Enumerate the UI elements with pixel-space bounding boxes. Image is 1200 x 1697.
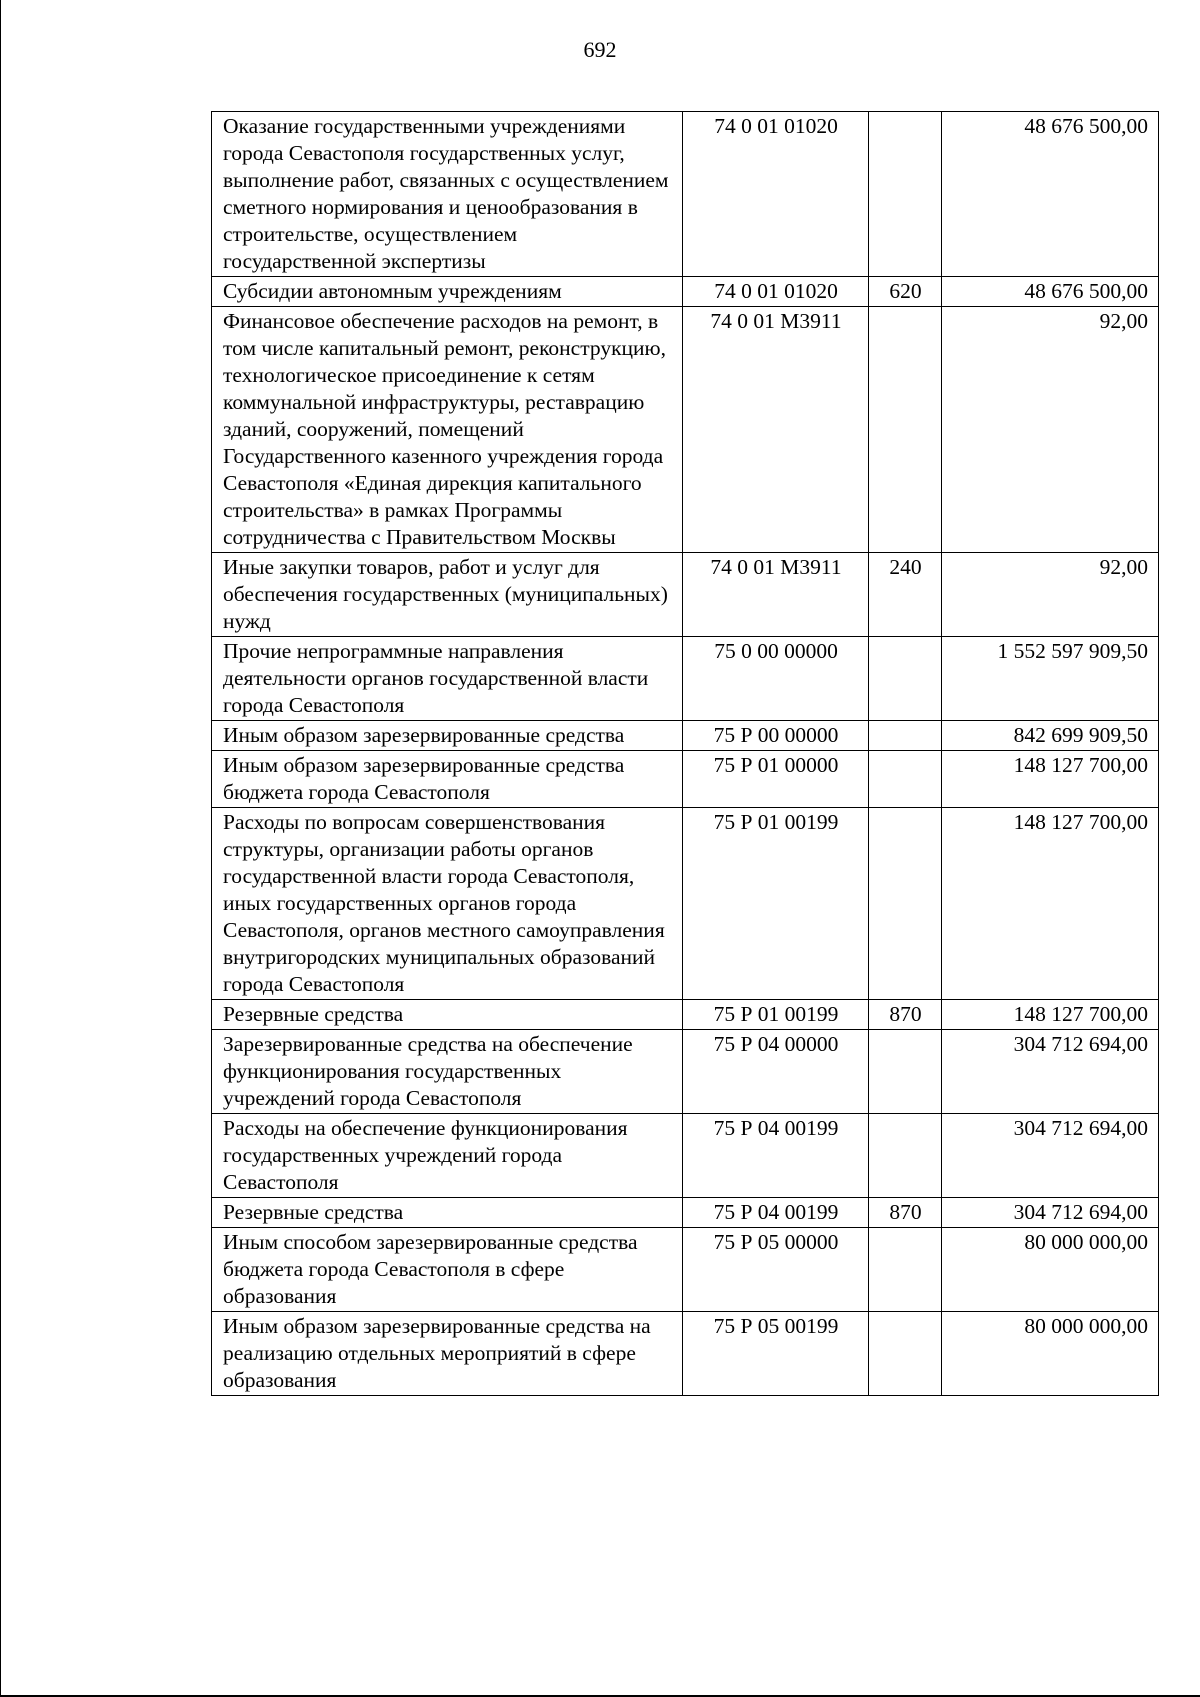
row-type-cell <box>869 112 942 277</box>
row-sum-cell: 304 712 694,00 <box>942 1198 1159 1228</box>
row-code-cell: 75 Р 04 00199 <box>683 1114 869 1198</box>
row-type-cell: 240 <box>869 553 942 637</box>
row-type-cell <box>869 808 942 1000</box>
row-sum-cell: 148 127 700,00 <box>942 751 1159 808</box>
row-sum-cell: 80 000 000,00 <box>942 1312 1159 1396</box>
row-name-cell: Расходы по вопросам совершенствования структуры, организации работы органов государственной власти города Севастополя, иных государственных органов города Севастополя, органов местного самоуправления внутригородских муниципальных образований города Севастополя <box>212 808 683 1000</box>
row-sum-cell: 304 712 694,00 <box>942 1114 1159 1198</box>
row-code-cell: 75 Р 05 00000 <box>683 1228 869 1312</box>
table-row <box>212 1000 1159 1030</box>
row-type-cell <box>869 1228 942 1312</box>
row-type-cell <box>869 721 942 751</box>
row-sum-cell: 48 676 500,00 <box>942 277 1159 307</box>
row-name-cell: Иным образом зарезервированные средства <box>212 721 683 751</box>
table-row <box>212 637 1159 721</box>
table-row <box>212 1228 1159 1312</box>
row-code-cell: 74 0 01 М3911 <box>683 553 869 637</box>
table-row <box>212 721 1159 751</box>
table-row <box>212 112 1159 277</box>
row-name-cell: Иным способом зарезервированные средства бюджета города Севастополя в сфере образования <box>212 1228 683 1312</box>
row-type-cell: 620 <box>869 277 942 307</box>
table-row <box>212 277 1159 307</box>
table-row <box>212 1198 1159 1228</box>
row-code-cell: 75 Р 04 00000 <box>683 1030 869 1114</box>
row-sum-cell: 842 699 909,50 <box>942 721 1159 751</box>
row-type-cell <box>869 307 942 553</box>
row-type-cell <box>869 1030 942 1114</box>
page-border-left <box>0 0 1 1697</box>
row-name-cell: Иные закупки товаров, работ и услуг для обеспечения государственных (муниципальных) нужд <box>212 553 683 637</box>
row-type-cell: 870 <box>869 1198 942 1228</box>
row-name-cell: Оказание государственными учреждениями города Севастополя государственных услуг, выполнение работ, связанных с осуществлением сметного нормирования и ценообразования в строительстве, осуществлением государственной экспертизы <box>212 112 683 277</box>
row-code-cell: 74 0 01 01020 <box>683 112 869 277</box>
row-code-cell: 75 Р 01 00199 <box>683 808 869 1000</box>
budget-table-body <box>212 112 1159 1396</box>
row-sum-cell: 1 552 597 909,50 <box>942 637 1159 721</box>
row-type-cell <box>869 637 942 721</box>
row-name-cell: Резервные средства <box>212 1000 683 1030</box>
row-sum-cell: 148 127 700,00 <box>942 1000 1159 1030</box>
table-row <box>212 1312 1159 1396</box>
budget-table <box>211 111 1159 1396</box>
row-code-cell: 75 Р 04 00199 <box>683 1198 869 1228</box>
table-row <box>212 1114 1159 1198</box>
row-code-cell: 75 Р 01 00000 <box>683 751 869 808</box>
row-code-cell: 74 0 01 01020 <box>683 277 869 307</box>
row-code-cell: 75 Р 05 00199 <box>683 1312 869 1396</box>
row-type-cell: 870 <box>869 1000 942 1030</box>
row-code-cell: 75 0 00 00000 <box>683 637 869 721</box>
table-row <box>212 1030 1159 1114</box>
row-name-cell: Расходы на обеспечение функционирования государственных учреждений города Севастополя <box>212 1114 683 1198</box>
row-sum-cell: 92,00 <box>942 307 1159 553</box>
row-name-cell: Резервные средства <box>212 1198 683 1228</box>
page-number: 692 <box>583 37 617 62</box>
row-name-cell: Прочие непрограммные направления деятельности органов государственной власти города Севастополя <box>212 637 683 721</box>
row-name-cell: Зарезервированные средства на обеспечение функционирования государственных учреждений города Севастополя <box>212 1030 683 1114</box>
row-type-cell <box>869 751 942 808</box>
row-sum-cell: 304 712 694,00 <box>942 1030 1159 1114</box>
row-code-cell: 74 0 01 М3911 <box>683 307 869 553</box>
row-sum-cell: 80 000 000,00 <box>942 1228 1159 1312</box>
table-row <box>212 808 1159 1000</box>
row-name-cell: Иным образом зарезервированные средства бюджета города Севастополя <box>212 751 683 808</box>
row-sum-cell: 148 127 700,00 <box>942 808 1159 1000</box>
row-sum-cell: 92,00 <box>942 553 1159 637</box>
table-row <box>212 553 1159 637</box>
row-type-cell <box>869 1312 942 1396</box>
row-code-cell: 75 Р 00 00000 <box>683 721 869 751</box>
row-sum-cell: 48 676 500,00 <box>942 112 1159 277</box>
row-name-cell: Субсидии автономным учреждениям <box>212 277 683 307</box>
row-code-cell: 75 Р 01 00199 <box>683 1000 869 1030</box>
row-type-cell <box>869 1114 942 1198</box>
row-name-cell: Финансовое обеспечение расходов на ремонт, в том числе капитальный ремонт, реконструкцию, технологическое присоединение к сетям коммунальной инфраструктуры, реставрацию зданий, сооружений, помещений Государственного казенного учреждения города Севастополя «Единая дирекция капитального строительства» в рамках Программы сотрудничества с Правительством Москвы <box>212 307 683 553</box>
table-row <box>212 751 1159 808</box>
table-row <box>212 307 1159 553</box>
row-name-cell: Иным образом зарезервированные средства на реализацию отдельных мероприятий в сфере образования <box>212 1312 683 1396</box>
